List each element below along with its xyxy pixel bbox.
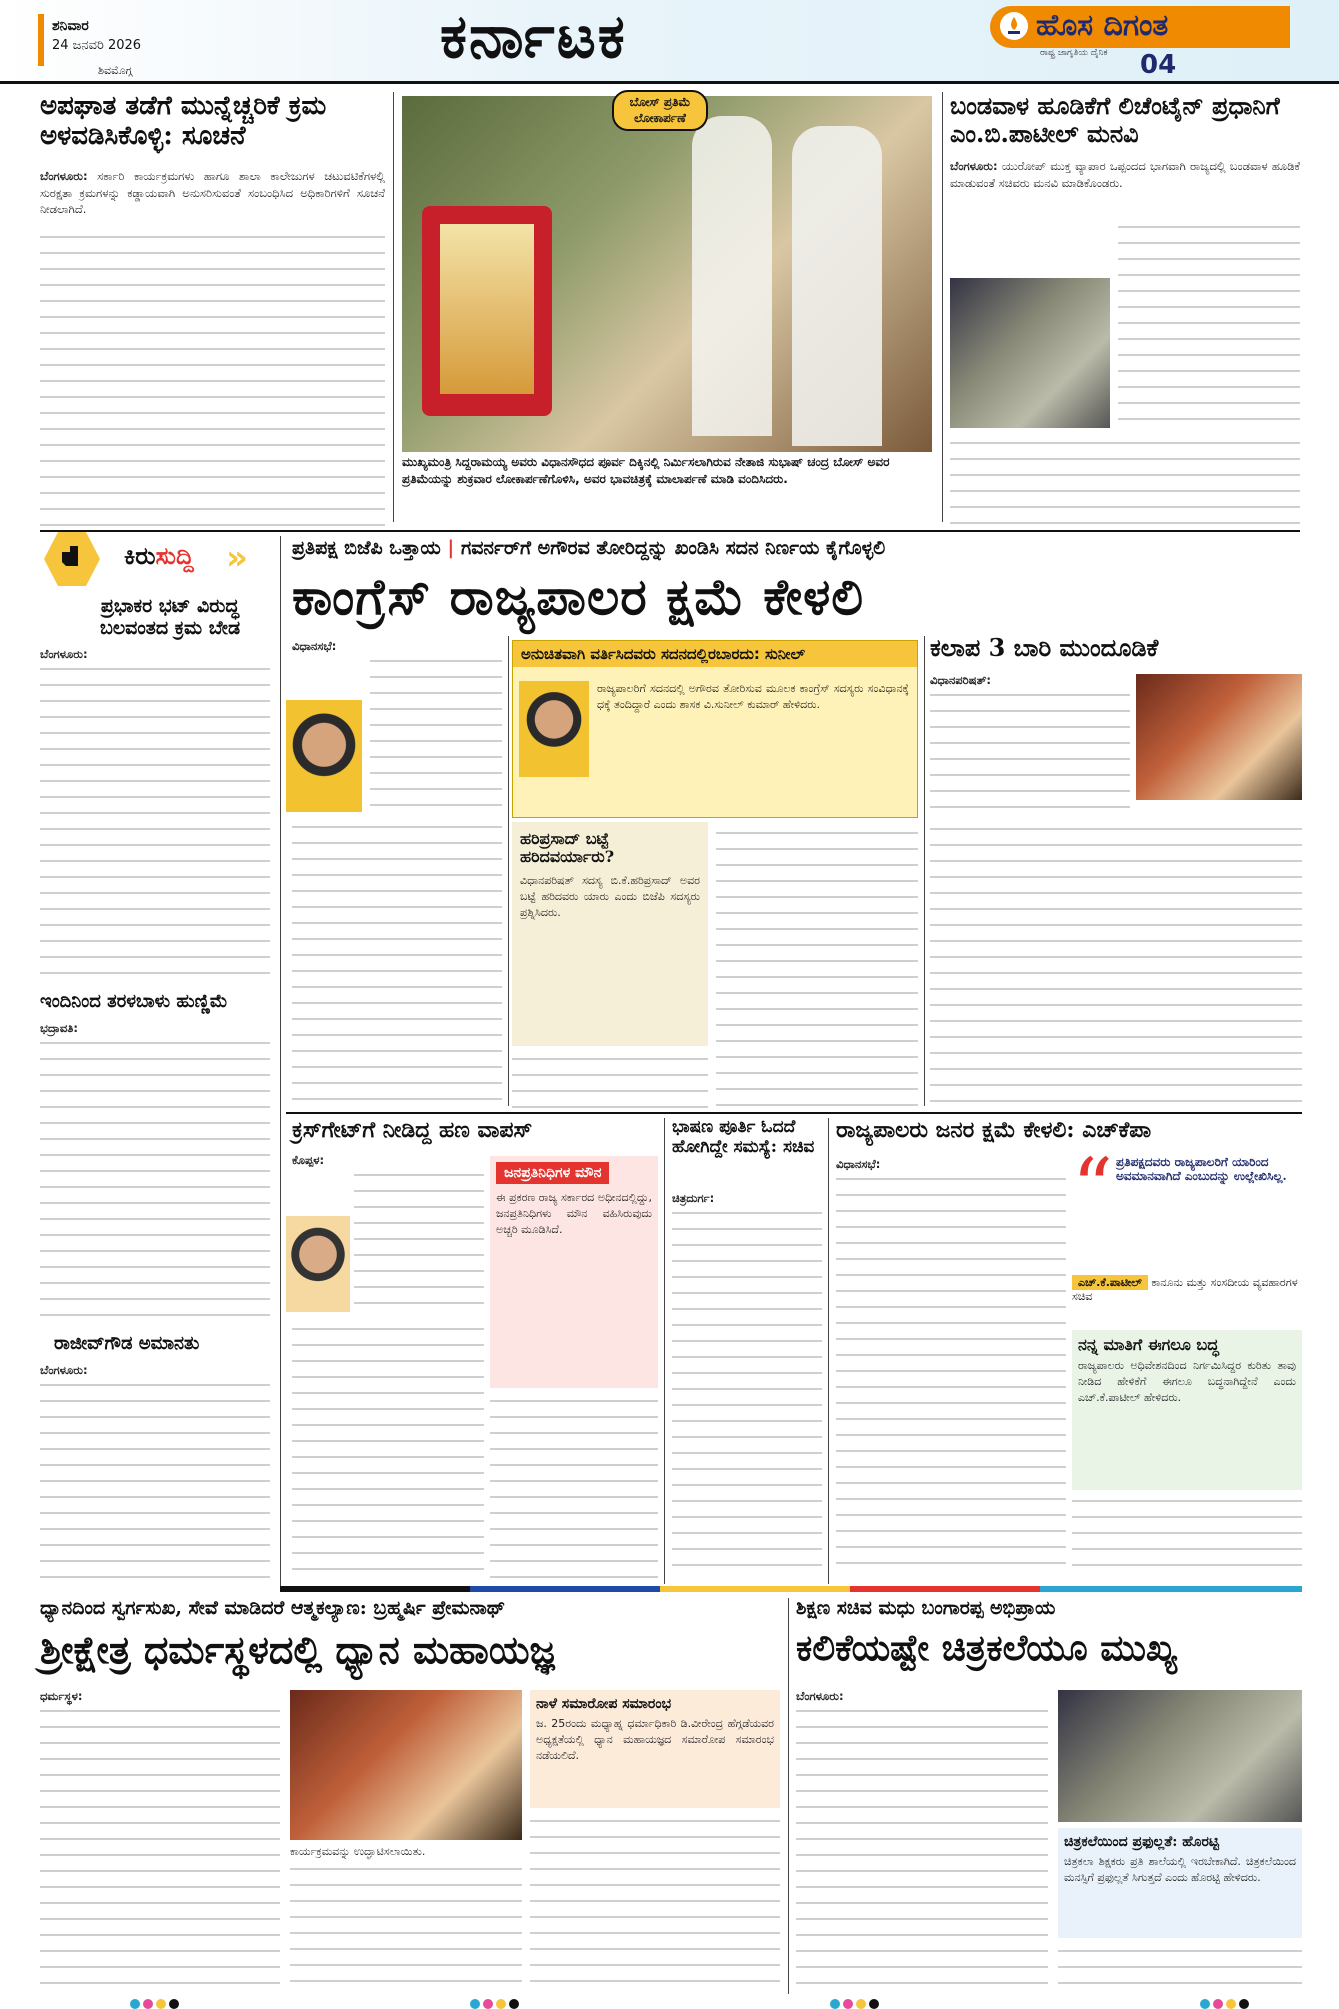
- print-color-dots: [470, 1994, 522, 2009]
- kalapa-headline: ಕಲಾಪ 3 ಬಾರಿ ಮುಂದೂಡಿಕೆ: [930, 633, 1159, 662]
- kiru-item3-lead: [40, 1362, 270, 1379]
- page-number: 04: [1140, 50, 1177, 80]
- masthead-accent-bar: [38, 14, 44, 66]
- official-portrait: [286, 1216, 350, 1312]
- crossgate-box-headline: ಜನಪ್ರತಿನಿಧಿಗಳ ಮೌನ: [496, 1162, 609, 1184]
- chevron-right-icon: »: [226, 538, 248, 578]
- kiru-item3-dateline: ಬೆಂಗಳೂರು:: [40, 1363, 88, 1377]
- pointing-hand-icon: [44, 532, 100, 586]
- lead-kicker: [292, 538, 1302, 560]
- person-figure: [792, 126, 882, 446]
- hariprasad-box-headline: ಹರಿಪ್ರಸಾದ್ ಬಟ್ಟೆ ಹರಿದವರ್ಯಾರು?: [520, 829, 615, 867]
- bose-statue-photo: [402, 96, 932, 452]
- story-left-dateline: ಬೆಂಗಳೂರು:: [40, 169, 88, 183]
- hkp-box: [1072, 1330, 1302, 1490]
- madhu-kicker: ಶಿಕ್ಷಣ ಸಚಿವ ಮಧು ಬಂಗಾರಪ್ಪ ಅಭಿಪ್ರಾಯ: [796, 1597, 1056, 1619]
- kiru-label-b: ಸುದ್ದಿ: [155, 542, 194, 570]
- registration-bar: [280, 1586, 470, 1592]
- lead-kicker-b: ಗವರ್ನರ್‌ಗೆ ಅಗೌರವ ತೋರಿದ್ದನ್ನು ಖಂಡಿಸಿ ಸದನ ನಿರ್ಣಯ ಕೈಗೊಳ್ಳಲಿ: [460, 537, 886, 559]
- kalapa-body: [930, 688, 1130, 818]
- kiru-suddi-label: [124, 542, 194, 570]
- kiru-item1-headline: ಪ್ರಭಾಕರ ಭಟ್ ವಿರುದ್ಧ ಬಲವಂತದ ಕ್ರಮ ಬೇಡ: [99, 595, 241, 639]
- horatti-box-text: ಚಿತ್ರಕಲಾ ಶಿಕ್ಷಕರು ಪ್ರತಿ ಶಾಲೆಯಲ್ಲಿ ಇರಬೇಕಾಗಿದೆ. ಚಿತ್ರಕಲೆಯಿಂದ ಮನಸ್ಸಿಗೆ ಪ್ರಫುಲ್ಲತೆ ಸಿಗುತ್ತದೆ ಎಂದು ಹೊರಟ್ಟಿ ಹೇಳಿದರು.: [1064, 1855, 1296, 1885]
- story-left-text: ಸರ್ಕಾರಿ ಕಾರ್ಯಕ್ರಮಗಳು ಹಾಗೂ ಶಾಲಾ ಕಾಲೇಜುಗಳ ಚಟುವಟಿಕೆಗಳಲ್ಲಿ ಸುರಕ್ಷತಾ ಕ್ರಮಗಳನ್ನು ಕಡ್ಡಾಯವಾಗಿ ಅನುಸರಿಸುವಂತೆ ಸಂಬಂಧಿಸಿದ ಅಧಿಕಾರಿಗಳಿಗೆ ಸೂಚನೆ ನೀಡಲಾಗಿದೆ.: [40, 169, 385, 217]
- garland-portrait: [422, 206, 552, 416]
- crossgate-lead: [292, 1152, 482, 1169]
- dharmasthala-photo-caption: ಕಾರ್ಯಕ್ರಮವನ್ನು ಉದ್ಘಾಟಿಸಲಾಯಿತು.: [290, 1845, 426, 1858]
- registration-bar: [660, 1586, 850, 1592]
- column-divider: [788, 1598, 789, 1994]
- dharmasthala-headline: ಶ್ರೀಕ್ಷೇತ್ರ ಧರ್ಮಸ್ಥಳದಲ್ಲಿ ಧ್ಯಾನ ಮಹಾಯಜ್ಞ: [40, 1627, 555, 1672]
- photo-tag: ಬೋಸ್ ಪ್ರತಿಮೆ ಲೋಕಾರ್ಪಣೆ: [612, 90, 708, 131]
- story-right-body: [950, 436, 1300, 528]
- crossgate-body: [490, 1394, 658, 1578]
- lamp-logo-icon: [1000, 12, 1028, 40]
- council-session-photo: [1136, 674, 1302, 800]
- crossgate-box: [490, 1156, 658, 1388]
- hkp-attribution-role: ಕಾನೂನು ಮತ್ತು ಸಂಸದೀಯ ವ್ಯವಹಾರಗಳ ಸಚಿವ: [1072, 1276, 1298, 1303]
- person-figure: [692, 116, 772, 436]
- quote-icon: “: [1072, 1141, 1113, 1234]
- registration-bar: [850, 1586, 1040, 1592]
- story-right-dateline: ಬೆಂಗಳೂರು:: [950, 159, 998, 173]
- column-divider: [828, 1118, 829, 1584]
- bhashana-dateline: ಚಿತ್ರದುರ್ಗ:: [672, 1191, 715, 1205]
- lead-body: [716, 826, 918, 1108]
- dharmasthala-body: [40, 1704, 280, 1988]
- dharmasthala-body: [290, 1862, 522, 1988]
- liechtenstein-meeting-photo: [950, 278, 1110, 428]
- hkp-box-text: ರಾಜ್ಯಪಾಲರು ಅಧಿವೇಶನದಿಂದ ನಿರ್ಗಮಿಸಿದ್ದರ ಕುರಿತು ತಾವು ನೀಡಿದ ಹೇಳಿಕೆಗೆ ಈಗಲೂ ಬದ್ಧನಾಗಿದ್ದೇನೆ ಎಂದು ಎಚ್.ಕೆ.ಪಾಟೀಲ್ ಹೇಳಿದರು.: [1078, 1359, 1296, 1405]
- section-title: ಕರ್ನಾಟಕ: [440, 2, 627, 72]
- column-divider: [280, 536, 281, 1586]
- print-color-dots: [830, 1994, 882, 2009]
- hkp-quote: ಪ್ರತಿಪಕ್ಷದವರು ರಾಜ್ಯಪಾಲರಿಗೆ ಯಾರಿಂದ ಅವಮಾನವಾಗಿದೆ ಎಂಬುದನ್ನು ಉಲ್ಲೇಖಿಸಿಲ್ಲ.: [1116, 1155, 1287, 1183]
- crossgate-body: [354, 1168, 484, 1318]
- registration-bar: [470, 1586, 660, 1592]
- bhashana-headline: ಭಾಷಣ ಪೂರ್ತಿ ಓದದೆ ಹೋಗಿದ್ದೇ ಸಮಸ್ಯೆ: ಸಚಿವ: [672, 1117, 815, 1157]
- horatti-box: [1058, 1828, 1302, 1938]
- kicker-separator: |: [447, 537, 461, 559]
- dharmasthala-kicker: ಧ್ಯಾನದಿಂದ ಸ್ವರ್ಗಸುಖ, ಸೇವೆ ಮಾಡಿದರೆ ಆತ್ಮಕಲ್ಯಾಣ: ಬ್ರಹ್ಮರ್ಷಿ ಪ್ರೇಮನಾಥ್: [40, 1597, 506, 1619]
- crossgate-dateline: ಕೊಪ್ಪಳ:: [292, 1153, 325, 1167]
- hariprasad-box: [512, 822, 708, 1046]
- hkp-box-headline: ನನ್ನ ಮಾತಿಗೆ ಈಗಲೂ ಬದ್ಧ: [1078, 1335, 1219, 1354]
- kiru-item3-body: [40, 1378, 270, 1578]
- story-right-headline: ಬಂಡವಾಳ ಹೂಡಿಕೆಗೆ ಲಿಚೆಂಟೈನ್ ಪ್ರಧಾನಿಗೆ ಎಂ.ಬಿ.ಪಾಟೀಲ್ ಮನವಿ: [950, 91, 1280, 148]
- madhu-body: [796, 1704, 1048, 1988]
- madhu-body: [1058, 1944, 1302, 1988]
- lead-body: [292, 820, 502, 1110]
- section-rule: [40, 530, 1300, 532]
- samaropa-box-headline: ನಾಳೆ ಸಮಾರೋಪ ಸಮಾರಂಭ: [536, 1696, 672, 1712]
- hariprasad-box-text: ವಿಧಾನಪರಿಷತ್ ಸದಸ್ಯ ಬಿ.ಕೆ.ಹರಿಪ್ರಸಾದ್ ಅವರ ಬಟ್ಟೆ ಹರಿದವರು ಯಾರು ಎಂದು ಬಿಜೆಪಿ ಸದಸ್ಯರು ಪ್ರಶ್ನಿಸಿದರು.: [520, 873, 700, 919]
- hkp-attribution: [1072, 1276, 1302, 1304]
- kiru-item2-headline: ಇಂದಿನಿಂದ ತರಳಬಾಳು ಹುಣ್ಣಿಮೆ: [40, 991, 228, 1012]
- masthead-day: ಶನಿವಾರ: [52, 18, 89, 34]
- masthead-date: 24 ಜನವರಿ 2026: [52, 38, 142, 53]
- section-rule: [286, 1112, 1302, 1114]
- lead-dateline: ವಿಧಾನಸಭೆ:: [292, 639, 337, 653]
- lead-kicker-a: ಪ್ರತಿಪಕ್ಷ ಬಿಜೆಪಿ ಒತ್ತಾಯ: [292, 537, 441, 559]
- kalapa-dateline: ವಿಧಾನಪರಿಷತ್:: [930, 673, 991, 687]
- kiru-item3-headline: ರಾಜೀವ್‌ಗೌಡ ಅಮಾನತು: [54, 1333, 200, 1354]
- sunil-box: [512, 640, 918, 818]
- lead-body: [370, 654, 502, 814]
- column-divider: [942, 92, 943, 522]
- crossgate-body: [292, 1322, 484, 1578]
- meditation-event-photo: [290, 1690, 522, 1840]
- hkp-headline: ರಾಜ್ಯಪಾಲರು ಜನರ ಕ್ಷಮೆ ಕೇಳಲಿ: ಎಚ್‌ಕೆಪಾ: [836, 1117, 1152, 1143]
- sunil-box-text: ರಾಜ್ಯಪಾಲರಿಗೆ ಸದನದಲ್ಲಿ ಅಗೌರವ ತೋರಿಸುವ ಮೂಲಕ ಕಾಂಗ್ರೆಸ್ ಸದಸ್ಯರು ಸಂವಿಧಾನಕ್ಕೆ ಧಕ್ಕೆ ತಂದಿದ್ದಾರೆ ಎಂದು ಶಾಸಕ ವಿ.ಸುನೀಲ್ ಕುಮಾರ್ ಹೇಳಿದರು.: [597, 682, 909, 711]
- r-ashok-portrait: [286, 700, 362, 812]
- madhu-lead: [796, 1688, 1048, 1705]
- lead-headline: ಕಾಂಗ್ರೆಸ್ ರಾಜ್ಯಪಾಲರ ಕ್ಷಮೆ ಕೇಳಲಿ: [292, 567, 865, 626]
- brand-tagline: ರಾಷ್ಟ್ರ ಜಾಗೃತಿಯ ದೈನಿಕ: [1040, 48, 1108, 58]
- hkp-quote-box: [1072, 1141, 1302, 1326]
- samaropa-box-text: ಜ. 25ರಂದು ಮಧ್ಯಾಹ್ನ ಧರ್ಮಾಧಿಕಾರಿ ಡಿ.ವೀರೇಂದ್ರ ಹೆಗ್ಗಡೆಯವರ ಅಧ್ಯಕ್ಷತೆಯಲ್ಲಿ ಧ್ಯಾನ ಮಹಾಯಜ್ಞದ ಸಮಾರೋಪ ಸಮಾರಂಭ ನಡೆಯಲಿದೆ.: [536, 1717, 774, 1762]
- kiru-item1-dateline: ಬೆಂಗಳೂರು:: [40, 647, 88, 661]
- kalapa-body: [930, 822, 1302, 1108]
- kiru-item1-lead: [40, 646, 270, 663]
- bhashana-body: [672, 1206, 822, 1578]
- bhashana-lead: [672, 1190, 822, 1207]
- story-right-text: ಯುರೋಪ್ ಮುಕ್ತ ವ್ಯಾಪಾರ ಒಪ್ಪಂದದ ಭಾಗವಾಗಿ ರಾಜ್ಯದಲ್ಲಿ ಬಂಡವಾಳ ಹೂಡಿಕೆ ಮಾಡುವಂತೆ ಸಚಿವರು ಮನವಿ ಮಾಡಿಕೊಂಡರು.: [950, 159, 1301, 190]
- hkp-lead: [836, 1156, 1066, 1173]
- story-right-lead: [950, 158, 1300, 191]
- column-divider: [508, 636, 509, 1106]
- print-color-dots: [130, 1994, 182, 2009]
- art-exhibition-photo: [1058, 1690, 1302, 1822]
- kiru-item2-body: [40, 1036, 270, 1326]
- kiru-item2-dateline: ಭದ್ರಾವತಿ:: [40, 1021, 78, 1035]
- sunil-box-headline: ಅನುಚಿತವಾಗಿ ವರ್ತಿಸಿದವರು ಸದನದಲ್ಲಿರಬಾರದು: ಸುನೀಲ್: [513, 641, 917, 667]
- story-left-body: [40, 230, 385, 530]
- registration-bar: [1040, 1586, 1302, 1592]
- dharmasthala-body: [530, 1814, 780, 1988]
- kiru-item2-lead: [40, 1020, 270, 1037]
- lead-body: [512, 1052, 708, 1108]
- story-left-lead: [40, 168, 385, 218]
- story-left-headline: ಅಪಘಾತ ತಡೆಗೆ ಮುನ್ನೆಚ್ಚರಿಕೆ ಕ್ರಮ ಅಳವಡಿಸಿಕೊಳ್ಳಿ: ಸೂಚನೆ: [40, 91, 327, 151]
- story-right-body: [1118, 220, 1300, 430]
- crossgate-headline: ಕ್ರಸ್‌ಗೇಟ್‌ಗೆ ನೀಡಿದ್ದ ಹಣ ವಾಪಸ್: [292, 1117, 533, 1143]
- kalapa-lead: [930, 672, 1130, 689]
- kiru-item1-body: [40, 662, 270, 982]
- brand-name: ಹೊಸ ದಿಗಂತ: [1036, 8, 1169, 43]
- lead-lead: [292, 638, 502, 655]
- samaropa-box: [530, 1690, 780, 1808]
- hkp-dateline: ವಿಧಾನಸಭೆ:: [836, 1157, 881, 1171]
- print-color-dots: [1200, 1994, 1252, 2009]
- sunil-kumar-portrait: [519, 681, 589, 777]
- hkp-body: [1072, 1494, 1302, 1578]
- hkp-attribution-name: ಎಚ್.ಕೆ.ಪಾಟೀಲ್: [1072, 1275, 1148, 1290]
- column-divider: [393, 92, 394, 522]
- dharmasthala-dateline: ಧರ್ಮಸ್ಥಳ:: [40, 1689, 83, 1703]
- hkp-body: [836, 1172, 1066, 1578]
- masthead-city: ಶಿವಮೊಗ್ಗ: [98, 64, 133, 77]
- crossgate-box-text: ಈ ಪ್ರಕರಣ ರಾಜ್ಯ ಸರ್ಕಾರದ ಅಧೀನದಲ್ಲಿದ್ದು, ಜನಪ್ರತಿನಿಧಿಗಳು ಮೌನ ವಹಿಸಿರುವುದು ಅಚ್ಚರಿ ಮೂಡಿಸಿದೆ.: [496, 1191, 652, 1236]
- column-divider: [924, 636, 925, 1106]
- dharmasthala-lead: [40, 1688, 280, 1705]
- madhu-dateline: ಬೆಂಗಳೂರು:: [796, 1689, 844, 1703]
- kiru-label-a: ಕಿರು: [124, 542, 156, 570]
- column-divider: [664, 1118, 665, 1584]
- horatti-box-headline: ಚಿತ್ರಕಲೆಯಿಂದ ಪ್ರಫುಲ್ಲತೆ: ಹೊರಟ್ಟಿ: [1064, 1834, 1219, 1850]
- madhu-headline: ಕಲಿಕೆಯಷ್ಟೇ ಚಿತ್ರಕಲೆಯೂ ಮುಖ್ಯ: [796, 1627, 1178, 1669]
- photo-caption: ಮುಖ್ಯಮಂತ್ರಿ ಸಿದ್ದರಾಮಯ್ಯ ಅವರು ವಿಧಾನಸೌಧದ ಪೂರ್ವ ದಿಕ್ಕಿನಲ್ಲಿ ನಿರ್ಮಿಸಲಾಗಿರುವ ನೇತಾಜಿ ಸುಭಾಷ್ ಚಂದ್ರ ಬೋಸ್ ಅವರ ಪ್ರತಿಮೆಯನ್ನು ಶುಕ್ರವಾರ ಲೋಕಾರ್ಪಣೆಗೊಳಿಸಿ, ಅವರ ಭಾವಚಿತ್ರಕ್ಕೆ ಮಾಲಾರ್ಪಣೆ ಮಾಡಿ ವಂದಿಸಿದರು.: [402, 454, 932, 488]
